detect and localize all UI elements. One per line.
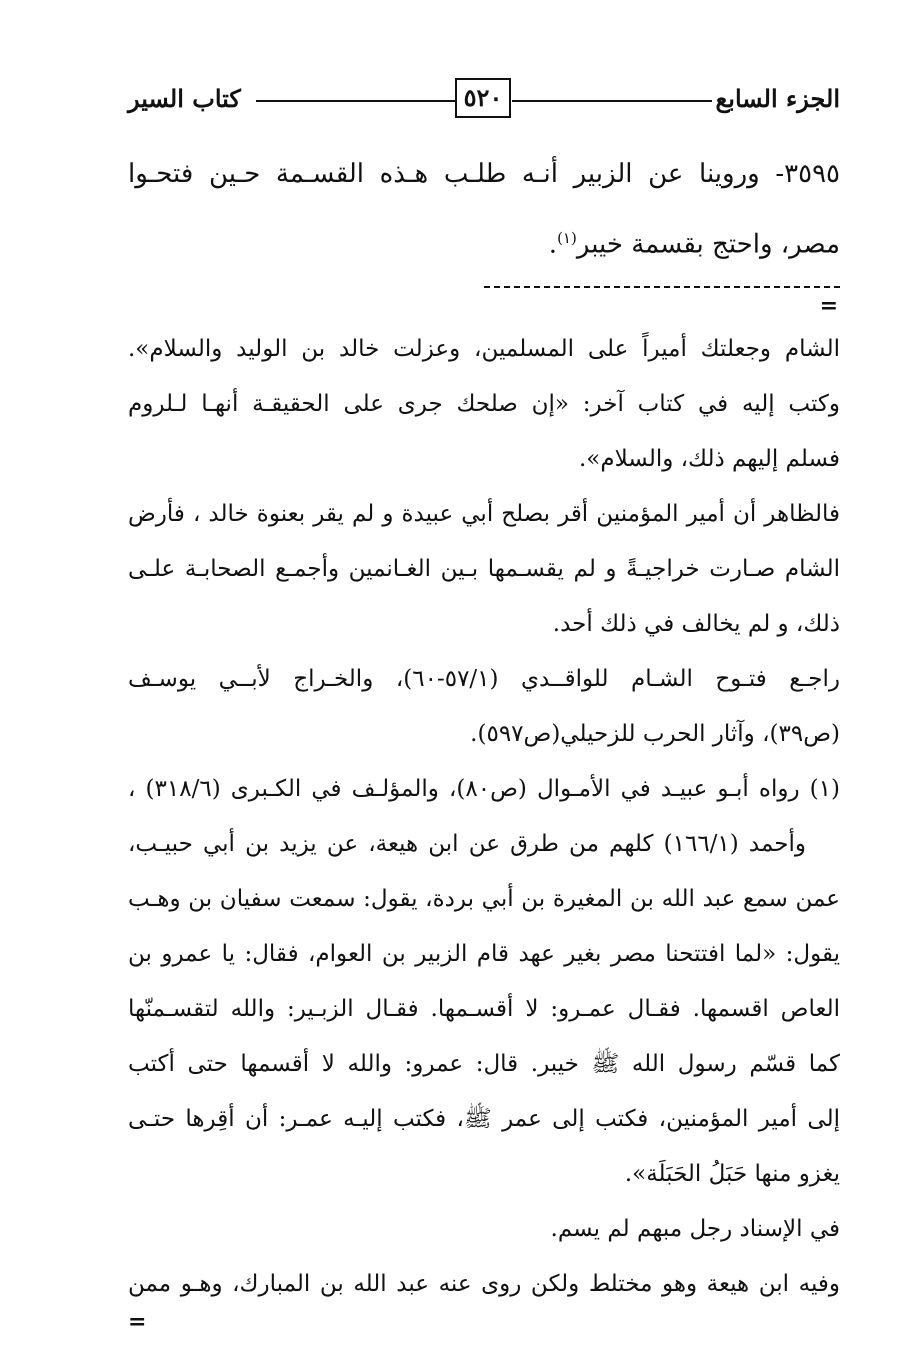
footnote-line: وفيه ابن هيعة وهو مختلط ولكن روى عنه عبد الله بن المبارك، وهـو ممن bbox=[128, 1271, 840, 1297]
footnote-line: (١) رواه أبـو عبيـد في الأمـوال (ص٨٠)، والمؤلـف في الكـبرى (٣١٨/٦) ، bbox=[128, 776, 840, 802]
footnote-line: وكتب إليه في كتاب آخر: «إن صلحك جرى على الحقيقـة أنهـا لـلروم bbox=[128, 391, 840, 417]
continuation-mark-bottom: = bbox=[128, 1309, 147, 1335]
footnote-line: فسلم إليهم ذلك، والسلام». bbox=[578, 446, 840, 472]
footnote-reference: (١) bbox=[557, 229, 577, 247]
page-number: ٥٢٠ bbox=[455, 78, 511, 118]
footnotes-section bbox=[128, 322, 840, 1312]
footnote-line: إلى أمير المؤمنين، فكتب إلى عمر ﷺ، فكتب إليـه عمـر: أن أقِرها حتـى bbox=[128, 1106, 840, 1132]
footnote-line: الشام وجعلتك أميراً على المسلمين، وعزلت خالد بن الوليد والسلام». bbox=[128, 336, 840, 362]
header-rule-left bbox=[256, 100, 456, 102]
main-text-line: ٣٥٩٥- وروينا عن الزبير أنـه طلـب هـذه القسـمة حـين فتحـوا bbox=[128, 159, 840, 189]
page-header bbox=[128, 78, 840, 126]
continuation-mark-top: = bbox=[819, 293, 838, 319]
footnote-line: عمن سمع عبد الله بن المغيرة بن أبي بردة، يقول: سمعت سفيان بن وهـب bbox=[128, 886, 840, 912]
footnote-line: في الإسناد رجل مبهم لم يسم. bbox=[550, 1216, 840, 1242]
header-rule-right bbox=[512, 100, 712, 102]
main-text-line bbox=[128, 206, 840, 270]
footnote-line: ذلك، و لم يخالف في ذلك أحد. bbox=[552, 611, 840, 637]
footnote-line: فالظاهر أن أمير المؤمنين أقر بصلح أبي عبيدة و لم يقر بعنوة خالد ، فأرض bbox=[128, 501, 840, 527]
footnote-separator bbox=[484, 286, 840, 288]
footnote-line: الشام صـارت خراجيـةً و لم يقسـمها بـين الغـانمين وأجمـع الصحابـة علـى bbox=[128, 556, 840, 582]
footnote-line: راجـع فتـوح الشـام للواقــدي (٥٧/١-٦٠)، والخـراج لأبــي يوسـف bbox=[128, 666, 840, 692]
footnote-line: يقول: «لما افتتحنا مصر بغير عهد قام الزبير بن العوام، فقال: يا عمرو بن bbox=[128, 941, 840, 967]
footnote-line: كما قسّم رسول الله ﷺ خيبر. قال: عمرو: والله لا أقسمها حتى أكتب bbox=[128, 1051, 840, 1077]
footnote-line: العاص اقسمها. فقـال عمـرو: لا أقسـمها. فقـال الزبـير: والله لتقسـمنّها bbox=[128, 996, 840, 1022]
main-text bbox=[128, 142, 840, 270]
main-text-line-body: مصر، واحتج بقسمة خيبر bbox=[576, 229, 840, 260]
main-text-end: . bbox=[548, 229, 558, 260]
book-title: كتاب السير bbox=[128, 84, 241, 113]
footnote-line: وأحمد (١٦٦/١) كلهم من طرق عن ابن هيعة، عن يزيد بن أبي حبيـب، bbox=[128, 831, 806, 857]
volume-title: الجزء السابع bbox=[715, 84, 840, 113]
footnote-line: يغزو منها حَبَلُ الحَبَلَة». bbox=[624, 1161, 840, 1187]
footnote-line: (ص٣٩)، وآثار الحرب للزحيلي(ص٥٩٧). bbox=[470, 721, 840, 747]
